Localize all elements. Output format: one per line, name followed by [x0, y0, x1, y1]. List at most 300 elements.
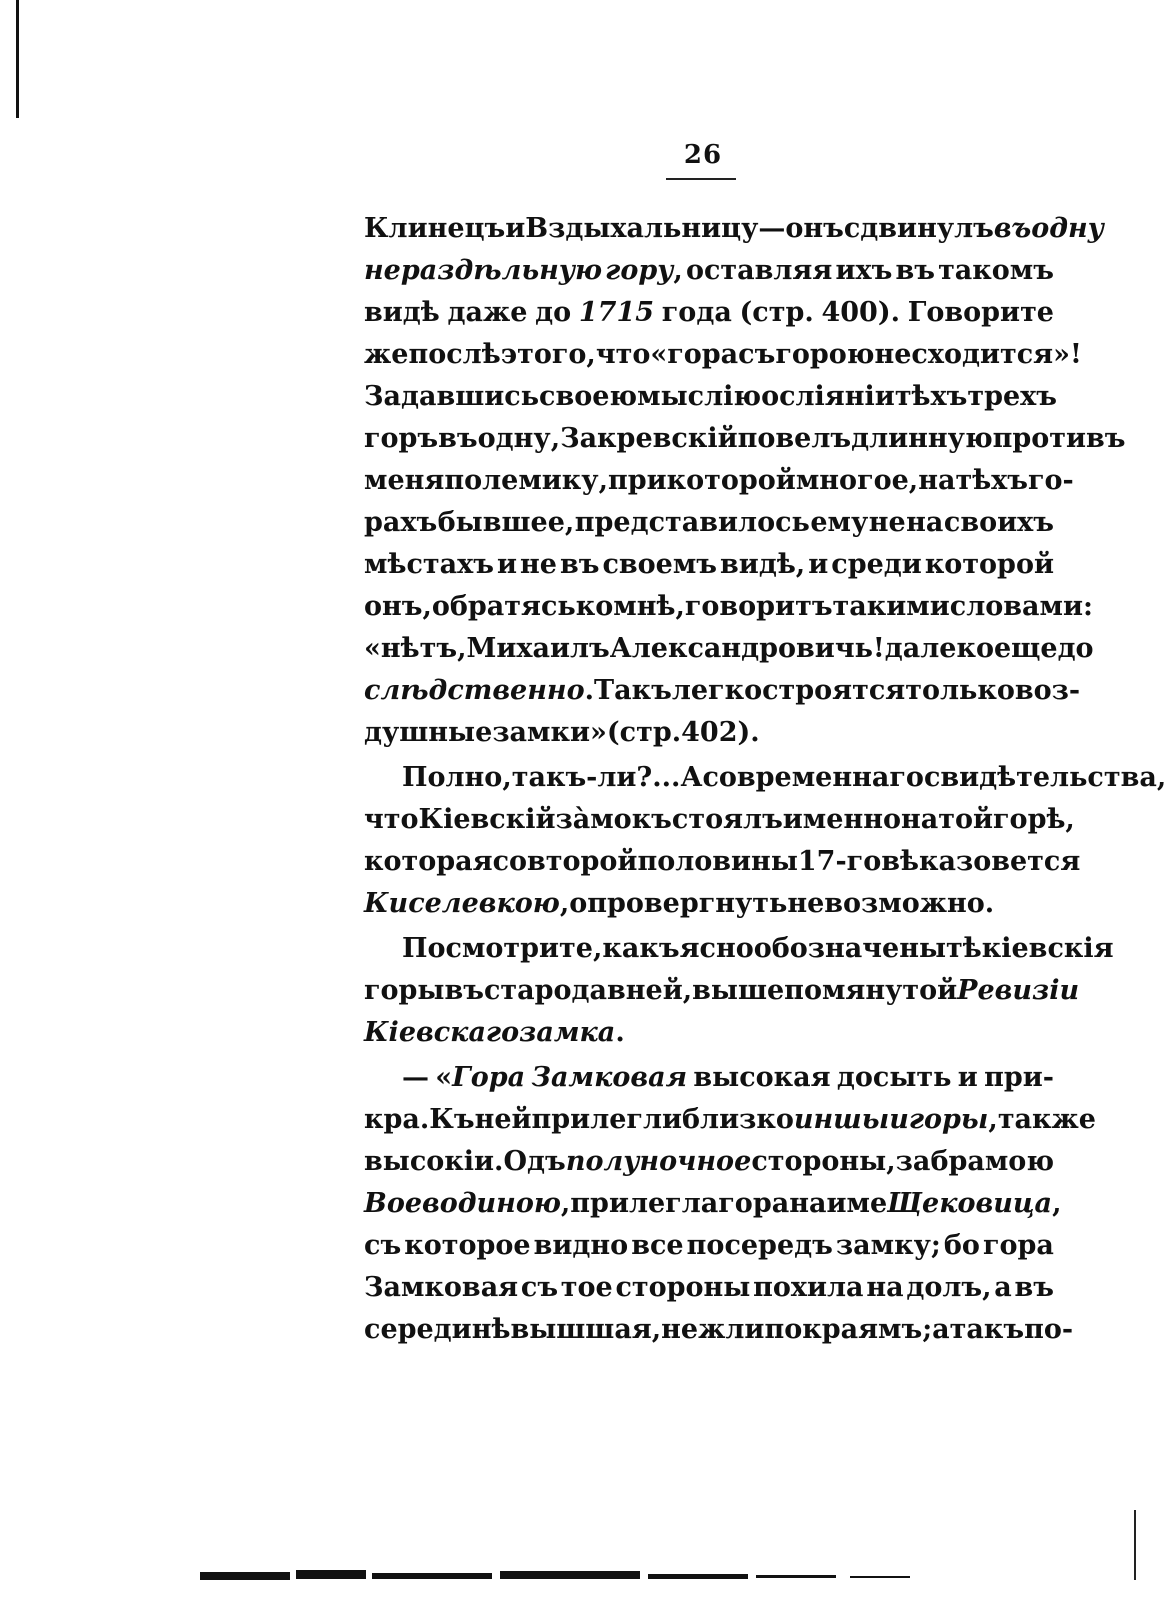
word [833, 586, 950, 628]
text: со [492, 846, 528, 877]
text: нежли [661, 1314, 765, 1345]
word [408, 334, 500, 376]
word [950, 1309, 1024, 1351]
text: и [957, 1062, 978, 1093]
text: кіевскія [981, 933, 1114, 964]
text: онъ [785, 213, 844, 244]
text: своемъ [602, 549, 718, 580]
word [895, 250, 934, 292]
word [419, 799, 556, 841]
word [466, 628, 609, 670]
word [1058, 628, 1094, 670]
text: современнаго [702, 762, 924, 793]
text-line [364, 1012, 1054, 1054]
text: Посмотрите, [402, 933, 603, 964]
text: на [918, 465, 956, 496]
word [560, 544, 599, 586]
text: тѣхъ [955, 465, 1028, 496]
text: что [595, 339, 651, 370]
word [906, 502, 943, 544]
text: высокая [693, 1062, 831, 1093]
word [895, 376, 968, 418]
word [751, 1141, 895, 1183]
word [738, 334, 775, 376]
text-line [364, 1309, 1074, 1351]
text: вѣка [881, 846, 956, 877]
text: обратясь [431, 591, 576, 622]
word [885, 628, 994, 670]
text: при [608, 465, 667, 496]
text-line [364, 586, 1093, 628]
word [957, 970, 1079, 1012]
text: го- [1028, 465, 1074, 496]
word [938, 799, 993, 841]
word [911, 334, 1081, 376]
text: (стр. [739, 297, 814, 328]
text: вышепомянутой [692, 975, 958, 1006]
text: которое [404, 1230, 531, 1261]
word [946, 928, 982, 970]
word [364, 883, 569, 925]
text: по- [1024, 1314, 1074, 1345]
text-line [364, 799, 1075, 841]
text: Клинецъ [364, 213, 506, 244]
text: , [673, 255, 683, 286]
word [738, 418, 851, 460]
text: Замковая [364, 1272, 519, 1303]
word [497, 544, 517, 586]
italic-text: горы [908, 1104, 989, 1135]
word [492, 712, 607, 754]
text: не [874, 339, 912, 370]
word [720, 544, 805, 586]
text: серединѣ [364, 1314, 511, 1345]
text: а [932, 1314, 950, 1345]
word [432, 586, 576, 628]
text: легко [671, 675, 763, 706]
text: мнѣ, [613, 591, 685, 622]
word [758, 208, 785, 250]
text-line [364, 712, 1054, 754]
word [821, 292, 900, 334]
word [364, 1225, 401, 1267]
word [831, 544, 922, 586]
text: которой [924, 549, 1054, 580]
text: рахъ [364, 507, 438, 538]
word [909, 1099, 998, 1141]
word [364, 250, 602, 292]
word [637, 376, 761, 418]
word [504, 1141, 566, 1183]
text: кра. [364, 1104, 430, 1135]
text: послѣ [408, 339, 501, 370]
word [783, 799, 901, 841]
word [532, 1099, 683, 1141]
word [505, 208, 525, 250]
text-line [364, 670, 1081, 712]
word [566, 1141, 751, 1183]
text: горъ [364, 423, 439, 454]
word [569, 883, 787, 925]
text: же [364, 339, 409, 370]
text: , [560, 1188, 571, 1219]
word [753, 1267, 863, 1309]
word [789, 1183, 826, 1225]
word [1014, 1267, 1053, 1309]
text: меня [364, 465, 445, 496]
text: Къ [429, 1104, 475, 1135]
word [650, 334, 738, 376]
text: 17-го [797, 846, 882, 877]
word [905, 670, 1015, 712]
text: на [789, 1188, 827, 1219]
word [950, 586, 1093, 628]
word [364, 1309, 510, 1351]
text: бо [943, 1230, 980, 1261]
word [918, 460, 955, 502]
text: Александровичь! [609, 633, 885, 664]
text: среди [831, 549, 922, 580]
word [444, 460, 608, 502]
text-line [364, 334, 1082, 376]
text: за [895, 1146, 931, 1177]
text: до [1057, 633, 1094, 664]
text: мыслію [637, 381, 762, 412]
word [775, 334, 874, 376]
italic-text: гору [605, 255, 674, 286]
text: такъ [949, 1314, 1025, 1345]
text: Михаилъ [466, 633, 610, 664]
text-line [364, 628, 1094, 670]
word [661, 1309, 764, 1351]
word [637, 841, 797, 883]
text: име [826, 1188, 888, 1219]
word [594, 670, 672, 712]
word [596, 334, 651, 376]
italic-text: Кіевскаго [364, 1017, 520, 1048]
word [364, 1099, 429, 1141]
word [364, 1012, 519, 1054]
word [534, 1225, 629, 1267]
word [364, 670, 594, 712]
word [764, 1309, 802, 1351]
word [982, 928, 1114, 970]
word [983, 1225, 1054, 1267]
word [602, 544, 717, 586]
page-number-rule [666, 178, 736, 180]
text: тѣ [946, 933, 982, 964]
word [519, 1012, 625, 1054]
word [402, 757, 512, 799]
text: при- [984, 1062, 1054, 1093]
text: видѣ [364, 297, 440, 328]
word [887, 1183, 1061, 1225]
text: до [535, 297, 572, 328]
text: половины [637, 846, 798, 877]
text: прилегли [531, 1104, 683, 1135]
word [798, 841, 881, 883]
word [794, 1099, 909, 1141]
text: бывшее, [437, 507, 575, 538]
word [994, 1267, 1012, 1309]
text-line [364, 757, 1166, 799]
text: близко [682, 1104, 794, 1135]
text: только [905, 675, 1015, 706]
word [438, 502, 575, 544]
text: сліяніи [779, 381, 895, 412]
italic-text: Гора [452, 1062, 526, 1093]
text: съ [520, 1272, 559, 1303]
text: на [866, 1272, 904, 1303]
bottom-scan-bar [200, 1568, 1130, 1582]
word [364, 712, 492, 754]
text: видно [533, 1230, 629, 1261]
text: тое [560, 1272, 613, 1303]
body-text [364, 208, 1166, 1351]
text: гора [982, 1230, 1054, 1261]
word [896, 1141, 931, 1183]
word [364, 970, 445, 1012]
word [925, 544, 1054, 586]
text: горы [364, 975, 445, 1006]
word [851, 418, 993, 460]
word [364, 628, 466, 670]
text: на [906, 507, 944, 538]
text: Полно, [402, 762, 512, 793]
text: оставляя [685, 255, 833, 286]
word [810, 502, 868, 544]
text-line [364, 1267, 1054, 1309]
text: своихъ [943, 507, 1054, 538]
text: полемику, [444, 465, 608, 496]
word [672, 670, 762, 712]
text: второй [527, 846, 638, 877]
word [605, 250, 683, 292]
text: представилось [574, 507, 810, 538]
text-line [364, 1099, 1096, 1141]
text: даже [447, 297, 528, 328]
word [844, 208, 994, 250]
word [531, 1057, 687, 1099]
word [402, 928, 602, 970]
italic-text: полуночное [565, 1146, 752, 1177]
text: Одъ [503, 1146, 566, 1177]
word [539, 376, 637, 418]
text: . [615, 1017, 625, 1048]
text: этого, [500, 339, 596, 370]
word [906, 1267, 991, 1309]
word [525, 208, 758, 250]
italic-text: Замковая [531, 1062, 688, 1093]
text: 402). [681, 717, 760, 748]
text: стоялъ [671, 804, 783, 835]
word [404, 1225, 530, 1267]
text: длинную [851, 423, 993, 454]
text: — [758, 213, 786, 244]
word [692, 970, 957, 1012]
word [1028, 460, 1074, 502]
word [631, 1225, 683, 1267]
text-line [364, 292, 1054, 334]
text: такомъ [938, 255, 1054, 286]
text: замки» [492, 717, 607, 748]
word [796, 460, 918, 502]
text: не [519, 549, 557, 580]
word [672, 799, 783, 841]
text-line [364, 1057, 1054, 1099]
text: , [988, 1104, 998, 1135]
word [475, 1099, 532, 1141]
text: въ [438, 423, 478, 454]
text: которой [666, 465, 796, 496]
word [561, 1267, 613, 1309]
word [364, 460, 444, 502]
text: зàмокъ [555, 804, 672, 835]
text: именно [782, 804, 901, 835]
text: многое, [795, 465, 919, 496]
text-line [364, 376, 1057, 418]
italic-text: 1715 [578, 297, 655, 328]
text: строятся [762, 675, 906, 706]
word [682, 1099, 794, 1141]
word [364, 1141, 503, 1183]
text: Задавшись [364, 381, 540, 412]
word [693, 1057, 830, 1099]
text: и [496, 549, 517, 580]
word [364, 376, 539, 418]
word [924, 757, 1166, 799]
word [608, 460, 667, 502]
word [837, 1057, 952, 1099]
text: горою [775, 339, 875, 370]
text: — [402, 1062, 429, 1093]
word [602, 928, 679, 970]
text: онъ, [364, 591, 432, 622]
text-line [364, 928, 1114, 970]
word [687, 1225, 833, 1267]
italic-text: Ревизіи [957, 975, 1080, 1006]
text: Такъ [594, 675, 672, 706]
text: А [680, 762, 703, 793]
text: одну, [477, 423, 561, 454]
text: (стр. [606, 717, 682, 748]
page-number: 26 [683, 140, 723, 170]
text: тѣхъ [894, 381, 968, 412]
text: съ [364, 1230, 402, 1261]
word [662, 292, 732, 334]
text: гора [718, 1188, 790, 1219]
text: стародавней, [483, 975, 693, 1006]
text: и [808, 549, 829, 580]
word [881, 841, 956, 883]
word [520, 544, 557, 586]
text: брамою [930, 1146, 1054, 1177]
page-edge-left [16, 0, 19, 118]
word [955, 460, 1028, 502]
text-line [364, 841, 1081, 883]
word [667, 460, 796, 502]
text: которая [364, 846, 493, 877]
text: обозначены [753, 933, 947, 964]
italic-text: иншыи [793, 1104, 909, 1135]
word [1031, 208, 1104, 250]
word [938, 250, 1054, 292]
text: , [1052, 1188, 1062, 1219]
word [364, 418, 438, 460]
text: въ [559, 549, 600, 580]
text: ему [810, 507, 869, 538]
word [448, 292, 528, 334]
text: , [559, 888, 570, 919]
text: такъ-ли?... [511, 762, 681, 793]
word [438, 418, 477, 460]
word [681, 712, 760, 754]
text: краямъ; [802, 1314, 933, 1345]
text: мѣстахъ [364, 549, 494, 580]
text: высокіи. [364, 1146, 504, 1177]
text: досыть [836, 1062, 952, 1093]
text-line [364, 418, 1126, 460]
text: и [505, 213, 526, 244]
word [435, 1057, 525, 1099]
word [364, 586, 432, 628]
text-line [364, 502, 1054, 544]
word [493, 841, 527, 883]
italic-text: нераздѣльную [364, 255, 603, 286]
text: на [900, 804, 939, 835]
text: «нѣтъ, [364, 633, 467, 664]
word [429, 1099, 474, 1141]
word [779, 376, 895, 418]
word [501, 334, 596, 376]
text: той [938, 804, 994, 835]
text-line [364, 544, 1054, 586]
text-line [364, 1225, 1054, 1267]
text: Кіевскій [418, 804, 556, 835]
word [762, 670, 905, 712]
text: по [764, 1314, 803, 1345]
word [901, 799, 938, 841]
word [364, 208, 505, 250]
text: какъ [602, 933, 680, 964]
text: . [584, 675, 595, 706]
word [535, 292, 571, 334]
word [478, 418, 560, 460]
text-line [364, 1141, 1054, 1183]
word [984, 1057, 1054, 1099]
text: о [761, 381, 780, 412]
word [718, 1183, 789, 1225]
text: « [435, 1062, 453, 1093]
text: душные [364, 717, 493, 748]
text: воз- [1014, 675, 1081, 706]
text: словами: [949, 591, 1093, 622]
word [967, 376, 1057, 418]
text: въ [444, 975, 484, 1006]
text: такими [832, 591, 950, 622]
word [930, 1141, 1054, 1183]
text: что [364, 804, 419, 835]
word [576, 586, 614, 628]
italic-text: въ [993, 213, 1032, 244]
italic-text: замка [519, 1017, 616, 1048]
word [802, 1309, 932, 1351]
text-line [364, 883, 1054, 925]
text: опровергнуть [569, 888, 788, 919]
word [364, 502, 437, 544]
word [364, 841, 493, 883]
word [575, 502, 810, 544]
